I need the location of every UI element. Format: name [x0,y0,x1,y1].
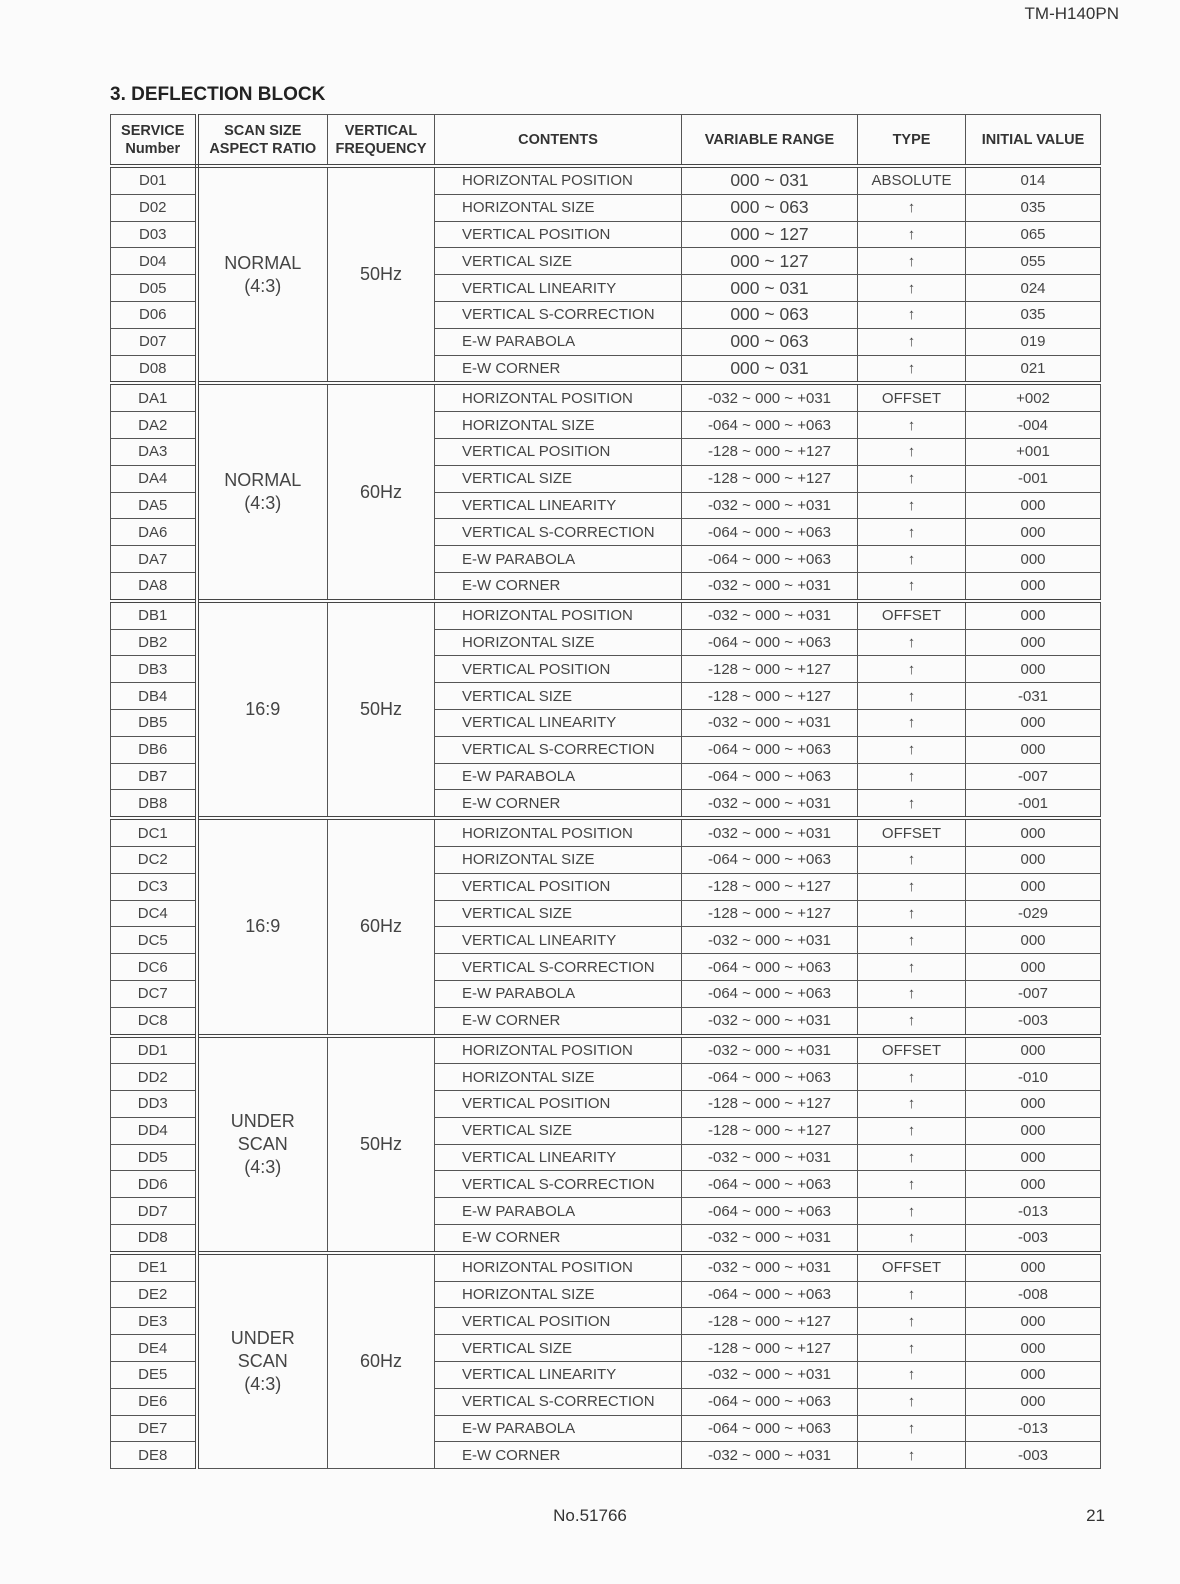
variable-range-cell: -064 ~ 000 ~ +063 [682,1388,858,1415]
initial-value-cell: +001 [966,438,1101,465]
scan-size-line: (4:3) [244,493,282,514]
service-number-cell: DE4 [111,1335,197,1362]
type-cell: ↑ [858,248,966,275]
variable-range-cell: -064 ~ 000 ~ +063 [682,763,858,790]
type-cell: ↑ [858,683,966,710]
contents-cell: E-W PARABOLA [435,328,682,355]
initial-value-cell: 000 [966,736,1101,763]
service-number-cell: DB8 [111,790,197,818]
table-row [111,601,1101,629]
contents-cell: E-W CORNER [435,1225,682,1253]
service-number-cell: D05 [111,275,197,302]
contents-cell: E-W PARABOLA [435,546,682,573]
contents-cell: VERTICAL SIZE [435,1335,682,1362]
initial-value-cell: -003 [966,1442,1101,1469]
col-header-initial-value: INITIAL VALUE [966,115,1101,167]
vertical-frequency-cell: 50Hz [328,601,435,818]
service-number-cell: DC6 [111,954,197,981]
table-row [111,1253,1101,1281]
service-number-cell: DD3 [111,1091,197,1118]
initial-value-cell: 000 [966,572,1101,600]
variable-range-cell: -064 ~ 000 ~ +063 [682,980,858,1007]
variable-range-cell: -032 ~ 000 ~ +031 [682,1253,858,1281]
type-cell: ↑ [858,1091,966,1118]
variable-range-cell: -032 ~ 000 ~ +031 [682,927,858,954]
vertical-frequency-cell: 60Hz [328,383,435,600]
contents-cell: VERTICAL POSITION [435,873,682,900]
scan-size-line: SCAN [237,1351,288,1372]
contents-cell: VERTICAL LINEARITY [435,492,682,519]
vertical-frequency-cell: 60Hz [328,1253,435,1469]
service-number-cell: D04 [111,248,197,275]
variable-range-cell: 000 ~ 063 [682,328,858,355]
variable-range-cell: -064 ~ 000 ~ +063 [682,546,858,573]
service-number-cell: DC3 [111,873,197,900]
contents-cell: VERTICAL SIZE [435,1117,682,1144]
service-number-cell: DA4 [111,465,197,492]
contents-cell: VERTICAL S-CORRECTION [435,1388,682,1415]
contents-cell: VERTICAL POSITION [435,1091,682,1118]
variable-range-cell: 000 ~ 031 [682,355,858,383]
type-cell: ↑ [858,980,966,1007]
type-cell: ↑ [858,1225,966,1253]
type-cell: ↑ [858,900,966,927]
scan-size-line: (4:3) [244,1156,282,1177]
contents-cell: HORIZONTAL POSITION [435,818,682,846]
initial-value-cell: 000 [966,1388,1101,1415]
initial-value-cell: 035 [966,301,1101,328]
type-cell: ↑ [858,1388,966,1415]
variable-range-cell: -128 ~ 000 ~ +127 [682,683,858,710]
initial-value-cell: 000 [966,927,1101,954]
service-number-cell: DB6 [111,736,197,763]
type-cell: ABSOLUTE [858,166,966,194]
contents-cell: VERTICAL SIZE [435,465,682,492]
initial-value-cell: 000 [966,709,1101,736]
initial-value-cell: -007 [966,763,1101,790]
type-cell: ↑ [858,873,966,900]
contents-cell: VERTICAL LINEARITY [435,1144,682,1171]
variable-range-cell: 000 ~ 063 [682,301,858,328]
contents-cell: HORIZONTAL SIZE [435,1064,682,1091]
contents-cell: E-W CORNER [435,355,682,383]
type-cell: ↑ [858,1415,966,1442]
contents-cell: VERTICAL LINEARITY [435,927,682,954]
type-cell: ↑ [858,954,966,981]
variable-range-cell: -032 ~ 000 ~ +031 [682,1225,858,1253]
service-number-cell: DA5 [111,492,197,519]
initial-value-cell: -003 [966,1225,1101,1253]
initial-value-cell: 000 [966,1171,1101,1198]
type-cell: ↑ [858,1362,966,1389]
scan-size-cell [197,166,328,383]
service-number-cell: DA3 [111,438,197,465]
col-header-variable-range: VARIABLE RANGE [682,115,858,167]
type-cell: ↑ [858,546,966,573]
type-cell: ↑ [858,194,966,221]
variable-range-cell: -032 ~ 000 ~ +031 [682,1007,858,1035]
contents-cell: E-W CORNER [435,572,682,600]
service-number-cell: DB5 [111,709,197,736]
service-number-cell: DE3 [111,1308,197,1335]
deflection-table [110,114,1101,1469]
contents-cell: VERTICAL S-CORRECTION [435,1171,682,1198]
initial-value-cell: -010 [966,1064,1101,1091]
initial-value-cell: 000 [966,818,1101,846]
type-cell: OFFSET [858,1036,966,1064]
initial-value-cell: 000 [966,1362,1101,1389]
variable-range-cell: 000 ~ 031 [682,166,858,194]
table-row [111,1036,1101,1064]
initial-value-cell: -003 [966,1007,1101,1035]
type-cell: ↑ [858,275,966,302]
type-cell: ↑ [858,709,966,736]
scan-size-line: (4:3) [244,1374,282,1395]
contents-cell: E-W PARABOLA [435,1198,682,1225]
service-number-cell: D07 [111,328,197,355]
table-row [111,166,1101,194]
initial-value-cell: -013 [966,1198,1101,1225]
initial-value-cell: 014 [966,166,1101,194]
service-number-cell: D01 [111,166,197,194]
initial-value-cell: -007 [966,980,1101,1007]
variable-range-cell: -128 ~ 000 ~ +127 [682,465,858,492]
contents-cell: E-W CORNER [435,1442,682,1469]
contents-cell: HORIZONTAL POSITION [435,601,682,629]
initial-value-cell: 000 [966,954,1101,981]
variable-range-cell: -128 ~ 000 ~ +127 [682,1117,858,1144]
type-cell: ↑ [858,465,966,492]
variable-range-cell: -064 ~ 000 ~ +063 [682,1171,858,1198]
table-body [111,166,1101,1469]
vertical-frequency-cell: 50Hz [328,1036,435,1253]
initial-value-cell: 021 [966,355,1101,383]
initial-value-cell: 000 [966,1036,1101,1064]
variable-range-cell: -128 ~ 000 ~ +127 [682,1335,858,1362]
initial-value-cell: 000 [966,629,1101,656]
variable-range-cell: 000 ~ 031 [682,275,858,302]
variable-range-cell: 000 ~ 063 [682,194,858,221]
type-cell: ↑ [858,1144,966,1171]
contents-cell: HORIZONTAL SIZE [435,1281,682,1308]
service-number-cell: DD7 [111,1198,197,1225]
variable-range-cell: -032 ~ 000 ~ +031 [682,492,858,519]
contents-cell: E-W PARABOLA [435,980,682,1007]
type-cell: ↑ [858,412,966,439]
variable-range-cell: -128 ~ 000 ~ +127 [682,1091,858,1118]
scan-size-line: 16:9 [245,916,281,937]
contents-cell: VERTICAL SIZE [435,248,682,275]
scan-size-line: 16:9 [245,698,281,719]
type-cell: OFFSET [858,383,966,411]
initial-value-cell: 035 [966,194,1101,221]
table-row [111,383,1101,411]
service-number-cell: DE7 [111,1415,197,1442]
initial-value-cell: -029 [966,900,1101,927]
variable-range-cell: -032 ~ 000 ~ +031 [682,601,858,629]
variable-range-cell: -128 ~ 000 ~ +127 [682,656,858,683]
type-cell: ↑ [858,1171,966,1198]
type-cell: ↑ [858,328,966,355]
initial-value-cell: 000 [966,846,1101,873]
type-cell: ↑ [858,355,966,383]
scan-size-line: SCAN [237,1133,288,1154]
service-number-cell: DE1 [111,1253,197,1281]
col-header-type: TYPE [858,115,966,167]
variable-range-cell: -064 ~ 000 ~ +063 [682,1064,858,1091]
scan-size-line: UNDER [230,1110,295,1131]
initial-value-cell: 019 [966,328,1101,355]
contents-cell: VERTICAL POSITION [435,438,682,465]
service-number-cell: DD6 [111,1171,197,1198]
contents-cell: VERTICAL LINEARITY [435,1362,682,1389]
service-number-cell: DD1 [111,1036,197,1064]
initial-value-cell: 000 [966,519,1101,546]
contents-cell: HORIZONTAL POSITION [435,1036,682,1064]
service-number-cell: DC8 [111,1007,197,1035]
initial-value-cell: 000 [966,601,1101,629]
model-number: TM-H140PN [1024,4,1119,23]
variable-range-cell: 000 ~ 127 [682,221,858,248]
type-cell: ↑ [858,763,966,790]
service-number-cell: DC2 [111,846,197,873]
scan-size-line: UNDER [230,1328,295,1349]
type-cell: ↑ [858,1064,966,1091]
initial-value-cell: 000 [966,1091,1101,1118]
table-row [111,818,1101,846]
variable-range-cell: -064 ~ 000 ~ +063 [682,1281,858,1308]
col-header-service: SERVICE Number [111,115,197,167]
contents-cell: HORIZONTAL SIZE [435,629,682,656]
contents-cell: HORIZONTAL SIZE [435,412,682,439]
contents-cell: VERTICAL S-CORRECTION [435,954,682,981]
service-number-cell: DB1 [111,601,197,629]
variable-range-cell: -032 ~ 000 ~ +031 [682,1144,858,1171]
scan-size-line: (4:3) [244,275,282,296]
contents-cell: HORIZONTAL POSITION [435,1253,682,1281]
service-number-cell: DE6 [111,1388,197,1415]
variable-range-cell: -128 ~ 000 ~ +127 [682,438,858,465]
section-title: 3. DEFLECTION BLOCK [110,84,326,105]
variable-range-cell: -064 ~ 000 ~ +063 [682,519,858,546]
header-row [111,115,1101,167]
initial-value-cell: 024 [966,275,1101,302]
service-number-cell: DA7 [111,546,197,573]
type-cell: OFFSET [858,601,966,629]
scan-size-cell [197,601,328,818]
contents-cell: HORIZONTAL SIZE [435,846,682,873]
type-cell: ↑ [858,221,966,248]
service-number-cell: DC7 [111,980,197,1007]
type-cell: ↑ [858,519,966,546]
service-number-cell: DB7 [111,763,197,790]
type-cell: ↑ [858,1308,966,1335]
type-cell: ↑ [858,1117,966,1144]
initial-value-cell: 000 [966,1308,1101,1335]
contents-cell: VERTICAL POSITION [435,1308,682,1335]
variable-range-cell: 000 ~ 127 [682,248,858,275]
type-cell: ↑ [858,790,966,818]
initial-value-cell: 065 [966,221,1101,248]
service-number-cell: DC1 [111,818,197,846]
document-number: No.51766 [553,1506,627,1525]
service-number-cell: DA2 [111,412,197,439]
scan-size-cell [197,383,328,600]
scan-size-cell [197,1253,328,1469]
contents-cell: E-W PARABOLA [435,763,682,790]
type-cell: ↑ [858,1007,966,1035]
scan-size-cell [197,1036,328,1253]
initial-value-cell: 000 [966,873,1101,900]
variable-range-cell: -128 ~ 000 ~ +127 [682,873,858,900]
initial-value-cell: 000 [966,656,1101,683]
type-cell: ↑ [858,846,966,873]
variable-range-cell: -128 ~ 000 ~ +127 [682,900,858,927]
variable-range-cell: -032 ~ 000 ~ +031 [682,818,858,846]
contents-cell: VERTICAL S-CORRECTION [435,736,682,763]
variable-range-cell: -032 ~ 000 ~ +031 [682,572,858,600]
type-cell: ↑ [858,438,966,465]
service-number-cell: DD2 [111,1064,197,1091]
variable-range-cell: -064 ~ 000 ~ +063 [682,629,858,656]
type-cell: OFFSET [858,818,966,846]
service-number-cell: DD5 [111,1144,197,1171]
service-number-cell: DC5 [111,927,197,954]
contents-cell: HORIZONTAL POSITION [435,383,682,411]
contents-cell: VERTICAL SIZE [435,683,682,710]
service-number-cell: DA8 [111,572,197,600]
variable-range-cell: -032 ~ 000 ~ +031 [682,1362,858,1389]
col-header-scan-size: SCAN SIZE ASPECT RATIO [197,115,328,167]
type-cell: ↑ [858,492,966,519]
variable-range-cell: -064 ~ 000 ~ +063 [682,1198,858,1225]
type-cell: OFFSET [858,1253,966,1281]
initial-value-cell: 000 [966,1253,1101,1281]
type-cell: ↑ [858,301,966,328]
initial-value-cell: -013 [966,1415,1101,1442]
contents-cell: VERTICAL LINEARITY [435,709,682,736]
variable-range-cell: -032 ~ 000 ~ +031 [682,1036,858,1064]
initial-value-cell: -031 [966,683,1101,710]
contents-cell: VERTICAL POSITION [435,221,682,248]
contents-cell: VERTICAL SIZE [435,900,682,927]
type-cell: ↑ [858,1442,966,1469]
initial-value-cell: -004 [966,412,1101,439]
vertical-frequency-cell: 50Hz [328,166,435,383]
service-number-cell: DD8 [111,1225,197,1253]
service-number-cell: DE2 [111,1281,197,1308]
initial-value-cell: 055 [966,248,1101,275]
variable-range-cell: -032 ~ 000 ~ +031 [682,790,858,818]
col-header-frequency: VERTICAL FREQUENCY [328,115,435,167]
variable-range-cell: -032 ~ 000 ~ +031 [682,383,858,411]
initial-value-cell: 000 [966,1144,1101,1171]
service-number-cell: DD4 [111,1117,197,1144]
type-cell: ↑ [858,656,966,683]
contents-cell: VERTICAL LINEARITY [435,275,682,302]
vertical-frequency-cell: 60Hz [328,818,435,1035]
service-number-cell: D02 [111,194,197,221]
type-cell: ↑ [858,1335,966,1362]
type-cell: ↑ [858,927,966,954]
type-cell: ↑ [858,629,966,656]
service-number-cell: DE5 [111,1362,197,1389]
contents-cell: E-W CORNER [435,1007,682,1035]
service-number-cell: D08 [111,355,197,383]
variable-range-cell: -064 ~ 000 ~ +063 [682,1415,858,1442]
service-number-cell: D06 [111,301,197,328]
contents-cell: E-W CORNER [435,790,682,818]
variable-range-cell: -064 ~ 000 ~ +063 [682,736,858,763]
variable-range-cell: -032 ~ 000 ~ +031 [682,1442,858,1469]
contents-cell: VERTICAL S-CORRECTION [435,301,682,328]
page-number: 21 [1086,1506,1105,1525]
scan-size-line: NORMAL [224,470,302,491]
service-number-cell: D03 [111,221,197,248]
service-number-cell: DB3 [111,656,197,683]
initial-value-cell: 000 [966,1335,1101,1362]
variable-range-cell: -064 ~ 000 ~ +063 [682,954,858,981]
initial-value-cell: -008 [966,1281,1101,1308]
variable-range-cell: -064 ~ 000 ~ +063 [682,412,858,439]
initial-value-cell: 000 [966,492,1101,519]
contents-cell: VERTICAL POSITION [435,656,682,683]
service-number-cell: DA1 [111,383,197,411]
initial-value-cell: +002 [966,383,1101,411]
contents-cell: E-W PARABOLA [435,1415,682,1442]
service-number-cell: DB4 [111,683,197,710]
initial-value-cell: -001 [966,465,1101,492]
initial-value-cell: -001 [966,790,1101,818]
initial-value-cell: 000 [966,546,1101,573]
service-number-cell: DA6 [111,519,197,546]
variable-range-cell: -128 ~ 000 ~ +127 [682,1308,858,1335]
service-number-cell: DC4 [111,900,197,927]
variable-range-cell: -032 ~ 000 ~ +031 [682,709,858,736]
type-cell: ↑ [858,736,966,763]
contents-cell: HORIZONTAL POSITION [435,166,682,194]
initial-value-cell: 000 [966,1117,1101,1144]
scan-size-line: NORMAL [224,252,302,273]
type-cell: ↑ [858,1281,966,1308]
service-number-cell: DB2 [111,629,197,656]
col-header-contents: CONTENTS [435,115,682,167]
type-cell: ↑ [858,1198,966,1225]
service-number-cell: DE8 [111,1442,197,1469]
contents-cell: HORIZONTAL SIZE [435,194,682,221]
contents-cell: VERTICAL S-CORRECTION [435,519,682,546]
scan-size-cell [197,818,328,1035]
variable-range-cell: -064 ~ 000 ~ +063 [682,846,858,873]
type-cell: ↑ [858,572,966,600]
